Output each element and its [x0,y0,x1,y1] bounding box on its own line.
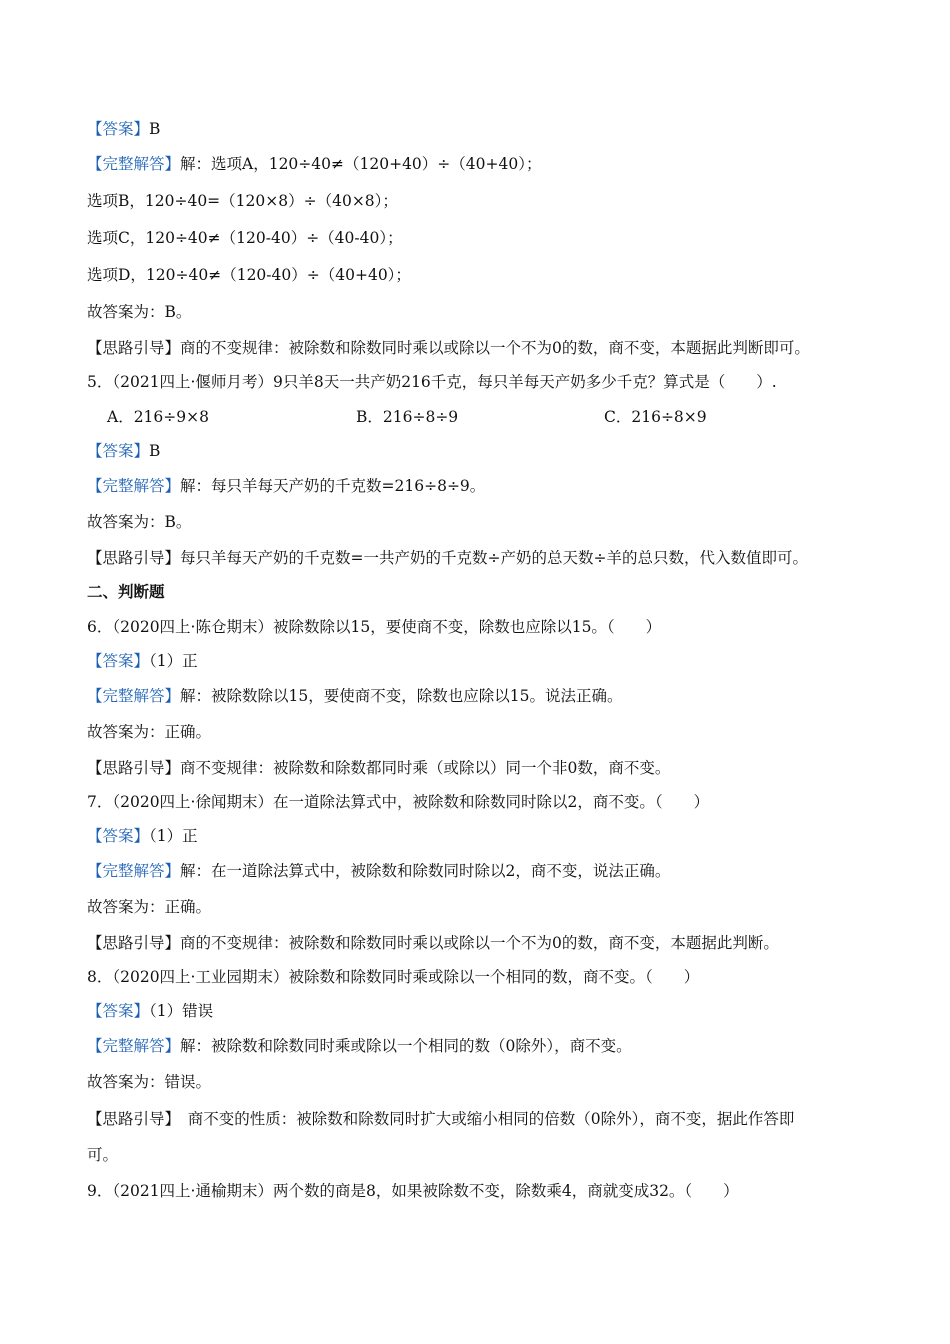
q5-answer [87,441,160,461]
q8-question: 8．（2020四上·工业园期末）被除数和除数同时乘或除以一个相同的数，商不变。（ ） [87,968,700,986]
q4-answer [87,119,160,139]
q4-hint [87,338,810,358]
q6-conclusion: 故答案为：正确。 [87,723,212,741]
solution-text: 解：被除数除以15，要使商不变，除数也应除以15。说法正确。 [180,687,623,705]
q9-question: 9．（2021四上·通榆期末）两个数的商是8，如果被除数不变，除数乘4，商就变成32。（ ） [87,1182,739,1200]
answer-text: （1）错误 [149,1002,214,1020]
q7-hint [87,933,779,953]
answer-tag: 【答案】 [87,652,150,670]
q5-question: 5．（2021四上·偃师月考）9只羊8天一共产奶216千克，每只羊每天产奶多少千克？算式是（ ）. [87,373,777,391]
solution-tag: 【完整解答】 [87,862,181,880]
q7-question: 7．（2020四上·徐闻期末）在一道除法算式中，被除数和除数同时除以2，商不变。（ ） [87,793,710,811]
q5-solution [87,476,485,496]
hint-tag: 【思路引导】 [87,339,181,357]
answer-tag: 【答案】 [87,120,150,138]
q8-answer [87,1001,213,1021]
q8-solution [87,1036,632,1056]
solution-tag: 【完整解答】 [87,477,181,495]
hint-text: 每只羊每天产奶的千克数=一共产奶的千克数÷产奶的总天数÷羊的总只数，代入数值即可。 [180,549,808,567]
q6-hint [87,758,670,778]
q5-option-b: B．216÷8÷9 [356,408,459,426]
hint-text: 商的不变规律：被除数和除数同时乘以或除以一个不为0的数，商不变，本题据此判断。 [180,934,779,952]
q8-conclusion: 故答案为：错误。 [87,1073,212,1091]
q4-solution-line3: 选项C，120÷40≠（120-40）÷（40-40）； [87,229,403,247]
q8-hint-line2: 可。 [87,1146,119,1164]
q5-option-c: C．216÷8×9 [604,408,707,426]
answer-text: B [149,120,161,138]
solution-text: 解：在一道除法算式中，被除数和除数同时除以2，商不变，说法正确。 [180,862,671,880]
hint-tag: 【思路引导】 [87,934,181,952]
section-title: 二、判断题 [87,582,165,601]
solution-text: 解：每只羊每天产奶的千克数=216÷8÷9。 [180,477,486,495]
q4-solution-line4: 选项D，120÷40≠（120-40）÷（40+40）； [87,266,411,284]
q6-answer [87,651,198,671]
q6-solution [87,686,622,706]
q6-question: 6．（2020四上·陈仓期末）被除数除以15，要使商不变，除数也应除以15。（ ） [87,618,662,636]
q7-conclusion: 故答案为：正确。 [87,898,212,916]
solution-text: 解：选项A，120÷40≠（120+40）÷（40+40）； [180,155,542,173]
answer-text: （1）正 [149,652,198,670]
answer-text: （1）正 [149,827,198,845]
hint-text: 商的不变规律：被除数和除数同时乘以或除以一个不为0的数，商不变，本题据此判断即可。 [180,339,810,357]
answer-text: B [149,442,161,460]
q5-option-a: A．216÷9×8 [107,408,209,426]
q4-solution-line1 [87,154,541,174]
q4-solution-line2: 选项B，120÷40=（120×8）÷（40×8）； [87,192,398,210]
hint-text: 商不变规律：被除数和除数都同时乘（或除以）同一个非0数，商不变。 [180,759,671,777]
solution-tag: 【完整解答】 [87,1037,181,1055]
hint-tag: 【思路引导】 [87,1110,173,1128]
hint-tag: 【思路引导】 [87,759,181,777]
solution-tag: 【完整解答】 [87,687,181,705]
answer-tag: 【答案】 [87,1002,150,1020]
hint-text: 商不变的性质：被除数和除数同时扩大或缩小相同的倍数（0除外），商不变，据此作答即 [172,1110,795,1128]
hint-tag: 【思路引导】 [87,549,181,567]
answer-tag: 【答案】 [87,442,150,460]
q5-conclusion: 故答案为：B。 [87,513,192,531]
q4-conclusion: 故答案为：B。 [87,303,192,321]
q7-answer [87,826,198,846]
answer-tag: 【答案】 [87,827,150,845]
solution-text: 解：被除数和除数同时乘或除以一个相同的数（0除外），商不变。 [180,1037,632,1055]
q7-solution [87,861,670,881]
q5-hint [87,548,808,568]
solution-tag: 【完整解答】 [87,155,181,173]
q8-hint-line1 [87,1109,794,1129]
